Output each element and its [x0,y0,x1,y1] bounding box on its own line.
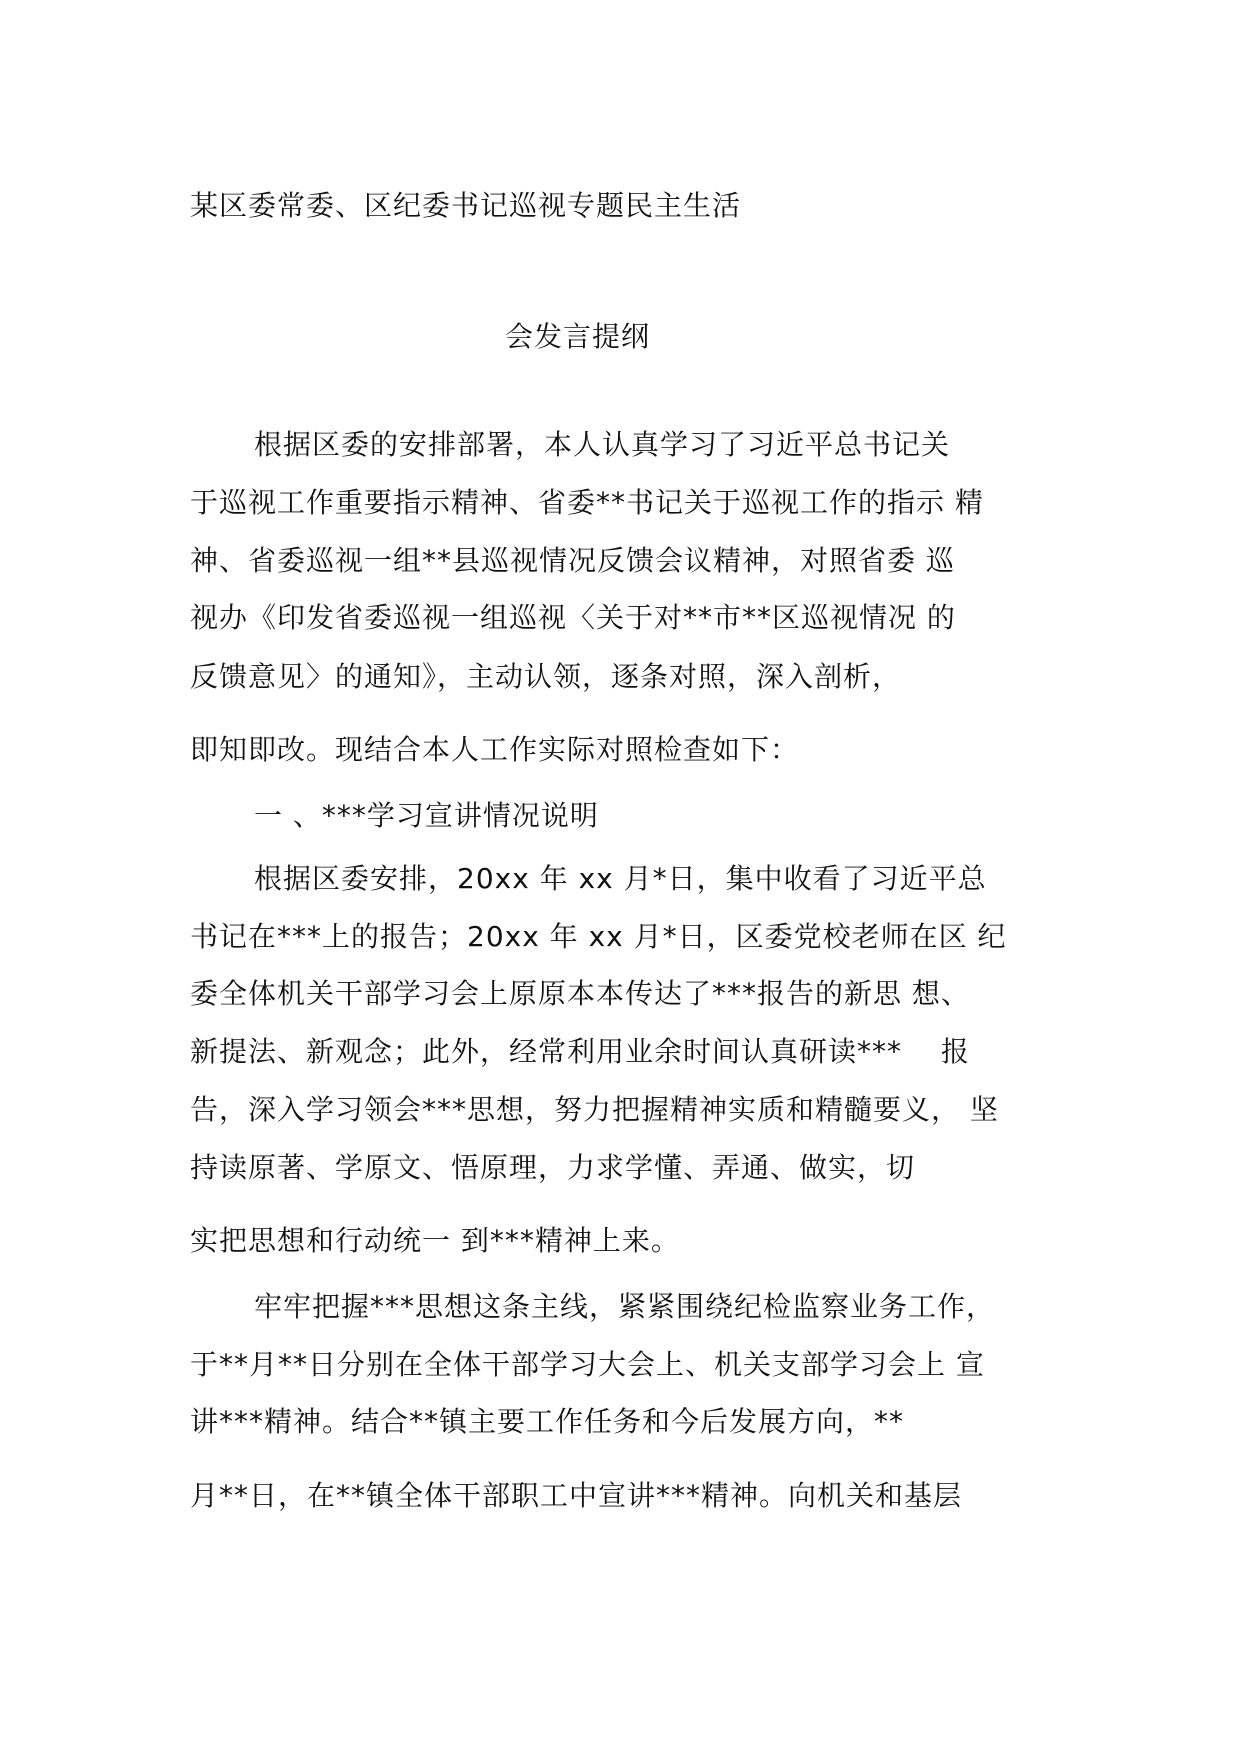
paragraph-3-line-3: 讲***精神。结合**镇主要工作任务和今后发展方向，** [190,1405,905,1438]
title-line-1: 某区委常委、区纪委书记巡视专题民主生活 [190,189,742,222]
paragraph-1-line-2: 于巡视工作重要指示精神、省委**书记关于巡视工作的指示 精 [190,486,984,519]
paragraph-1-line-4: 视办《印发省委巡视一组巡视〈关于对**市**区巡视情况 的 [190,601,956,634]
paragraph-2-line-1: 根据区委安排，20xx 年 xx 月*日，集中收看了习近平总 [254,862,987,895]
paragraph-2-line-5: 告，深入学习领会***思想，努力把握精神实质和精髓要义， 坚 [190,1093,999,1126]
paragraph-2-line-7: 实把思想和行动统一 到***精神上来。 [190,1224,680,1257]
paragraph-1-line-3: 神、省委巡视一组**县巡视情况反馈会议精神，对照省委 巡 [190,544,955,577]
paragraph-3-line-1: 牢牢把握***思想这条主线，紧紧围绕纪检监察业务工作， [254,1290,996,1323]
paragraph-3-line-4: 月**日，在**镇全体干部职工中宣讲***精神。向机关和基层 [190,1479,963,1512]
section-1-heading: 一 、***学习宣讲情况说明 [254,799,599,832]
paragraph-1-line-5: 反馈意见〉的通知》，主动认领，逐条对照，深入剖析， [190,660,902,693]
paragraph-2-line-2: 书记在***上的报告；20xx 年 xx 月*日，区委党校老师在区 纪 [190,920,1007,953]
paragraph-2-line-4: 新提法、新观念；此外，经常利用业余时间认真研读*** 报 [190,1035,970,1068]
paragraph-1-line-1: 根据区委的安排部署，本人认真学习了习近平总书记关 [254,428,951,461]
title-line-2: 会发言提纲 [505,320,651,353]
paragraph-1-line-6: 即知即改。现结合本人工作实际对照检查如下： [190,733,800,766]
paragraph-3-line-2: 于**月**日分别在全体干部学习大会上、机关支部学习会上 宣 [190,1348,985,1381]
paragraph-2-line-3: 委全体机关干部学习会上原原本本传达了***报告的新思 想、 [190,977,970,1010]
paragraph-2-line-6: 持读原著、学原文、悟原理，力求学懂、弄通、做实，切 [190,1151,916,1184]
